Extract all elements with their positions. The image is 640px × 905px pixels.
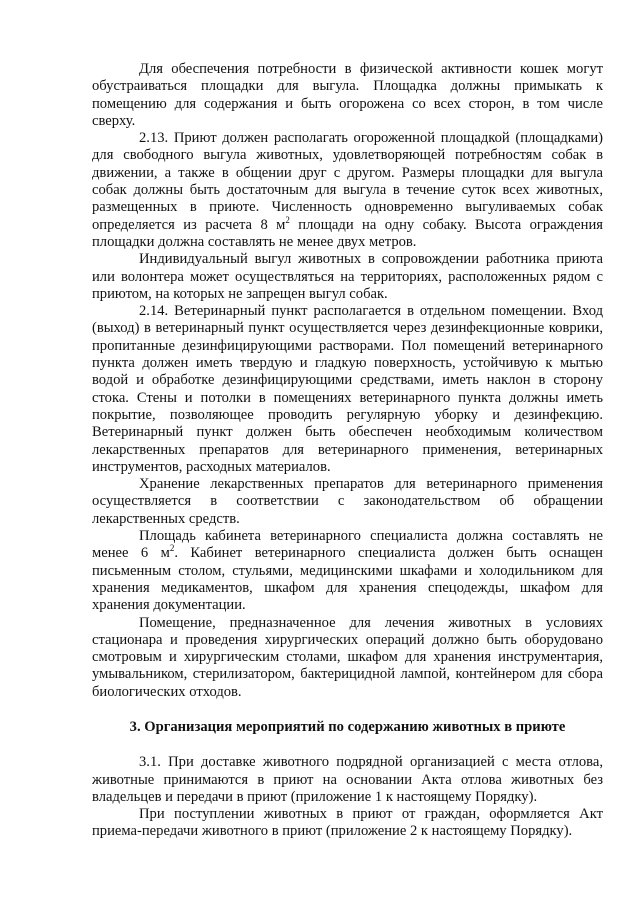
paragraph-cat-area: Для обеспечения потребности в физической активности кошек могут обустраиваться площадки для выгула. Площадка должны примыкать к помещению для содержания и быть огорожена со всех сторон, в том числе сверху. xyxy=(92,61,603,129)
paragraph-vet-office xyxy=(92,528,603,614)
section-heading: 3. Организация мероприятий по содержанию животных в приюте xyxy=(129,718,566,735)
superscript-square: 2 xyxy=(285,214,290,225)
paragraph-3-1: 3.1. При доставке животного подрядной организацией с места отлова, животные принимаются в приют на основании Акта отлова животных без владельцев и передачи в приют (приложение 1 к настоящему Порядку). xyxy=(92,754,603,805)
paragraph-2-14: 2.14. Ветеринарный пункт располагается в отдельном помещении. Вход (выход) в ветеринарный пункт осуществляется через дезинфекционные коврики, пропитанные дезинфицирующими растворами. Пол помещений ветеринарного пункта должен иметь твердую и гладкую поверхность, устойчивую к мытью водой и обработке дезинфицирующими средствами, иметь наклон в сторону стока. Стены и потолки в помещениях ветеринарного пункта должны иметь покрытие, позволяющее проводить регулярную уборку и дезинфекцию. Ветеринарный пункт должен быть обеспечен необходимым количеством лекарственных препаратов для ветеринарного применения, ветеринарных инструментов, расходных материалов. xyxy=(92,303,603,475)
paragraph-2-13-tail: площади на одну собаку. Высота ограждения площадки должна составлять не менее двух метров. xyxy=(92,216,603,250)
paragraph-drug-storage: Хранение лекарственных препаратов для ветеринарного применения осуществляется в соответствии с законодательством об обращении лекарственных средств. xyxy=(92,476,603,527)
superscript-square: 2 xyxy=(169,543,175,554)
paragraph-surgery-room: Помещение, предназначенное для лечения животных в условиях стационара и проведения хирургических операций должно быть оборудовано смотровым и хирургическим столами, шкафом для хранения инструментария, умывальником, стерилизатором, бактерицидной лампой, контейнером для сбора биологических отходов. xyxy=(92,614,603,700)
document-body xyxy=(92,61,603,841)
paragraph-individual-walk: Индивидуальный выгул животных в сопровождении работника приюта или волонтера может осуществляться на территориях, расположенных рядом с приютом, на которых не запрещен выгул собак. xyxy=(92,251,603,302)
paragraph-citizens: При поступлении животных в приют от граждан, оформляется Акт приема-передачи животного в приют (приложение 2 к настоящему Порядку). xyxy=(92,806,603,840)
paragraph-vet-office-tail: . Кабинет ветеринарного специалиста должен быть оснащен письменным столом, стульями, медицинскими шкафами и холодильником для хранения медикаментов, шкафом для хранения спецодежды, шкафом для хранения документации. xyxy=(92,545,603,614)
paragraph-2-13-text: 2.13. Приют должен располагать огороженной площадкой (площадками) для свободного выгула животных, удовлетворяющей потребностям собак в движении, а также в общении друг с другом. Размеры площадки для выгула собак должны быть достаточным для выгула в течение суток всех животных, размещенных в приюте. Численность одновременно выгуливаемых собак определяется из расчета 8 м xyxy=(92,130,603,233)
paragraph-2-13 xyxy=(92,130,603,251)
paragraph-vet-office-text: Площадь кабинета ветеринарного специалиста должна составлять не менее 6 м xyxy=(92,528,603,562)
